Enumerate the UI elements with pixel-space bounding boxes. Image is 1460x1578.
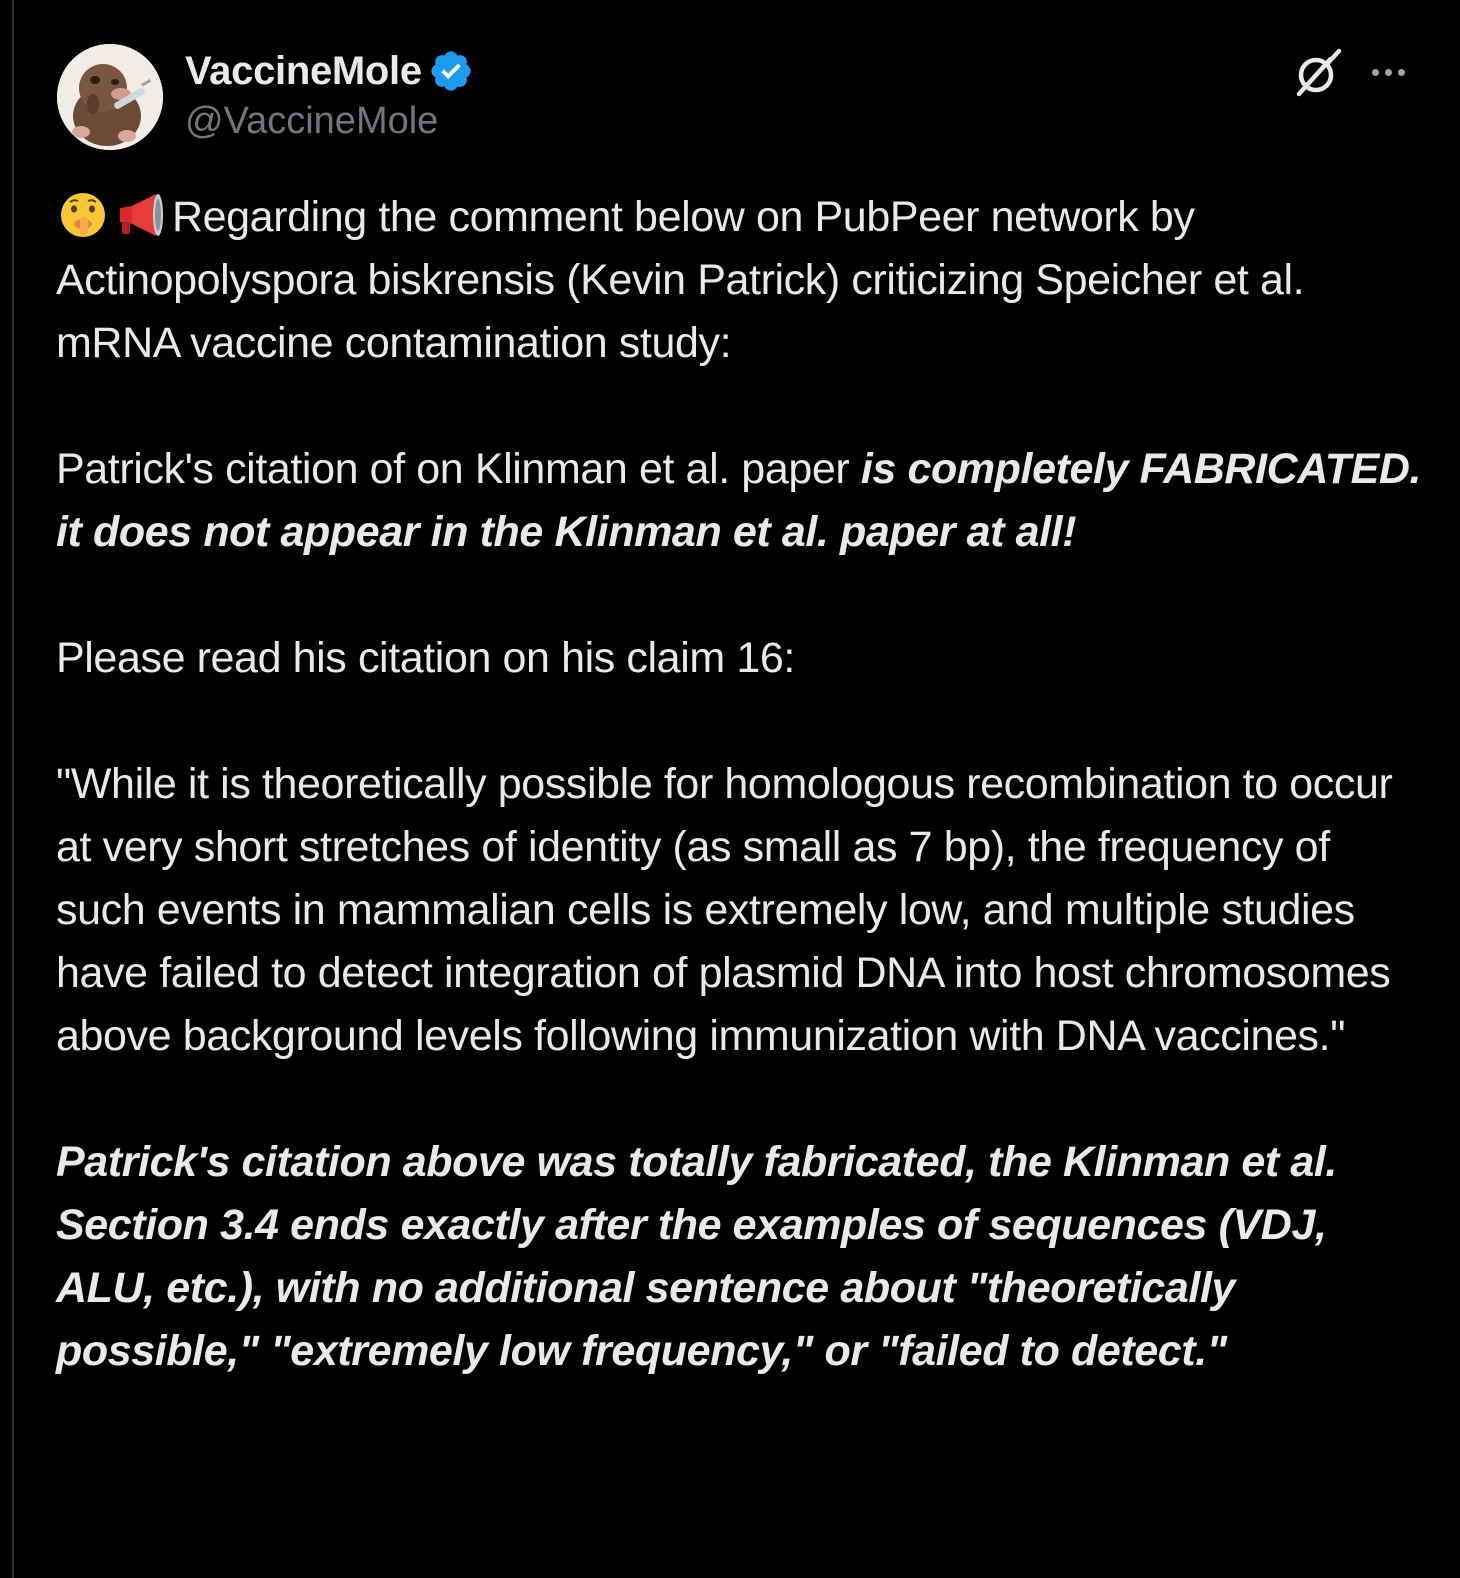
more-options-icon[interactable] [1363, 52, 1413, 92]
avatar[interactable] [57, 44, 163, 150]
paragraph-1-text: Regarding the comment below on PubPeer network by Actinopolyspora biskrensis (Kevin Patrick) criticizing Speicher et al. mRNA vaccine contamination study: [56, 193, 1305, 367]
tweet-paragraph-2 [56, 438, 1426, 564]
display-name-row [185, 46, 474, 96]
author-info [185, 46, 474, 143]
more-dot [1385, 69, 1392, 76]
shushing-face-emoji [56, 189, 110, 239]
loudspeaker-emoji [114, 189, 168, 239]
paragraph-2-emphasis: is completely FABRICATED. it does not appear in the Klinman et al. paper at all! [56, 445, 1422, 556]
tweet-paragraph-1 [56, 186, 1426, 375]
verified-badge-icon[interactable] [428, 48, 474, 94]
more-dot [1372, 69, 1379, 76]
tweet-paragraph-4: "While it is theoretically possible for homologous recombination to occur at very short stretches of identity (as small as 7 bp), the frequency of such events in mammalian cells is extremely low, and multiple studies have failed to detect integration of plasmid DNA into host chromosomes above background levels following immunization with DNA vaccines." [56, 760, 1393, 1060]
more-dot [1398, 69, 1405, 76]
author-handle[interactable]: @VaccineMole [185, 100, 439, 142]
timeline-divider [12, 0, 14, 1578]
grok-icon[interactable] [1291, 48, 1343, 100]
paragraph-2-text: Patrick's citation of on Klinman et al. paper [56, 445, 861, 493]
tweet-header [57, 44, 1427, 154]
tweet-text [56, 186, 1426, 1383]
author-display-name[interactable]: VaccineMole [185, 48, 422, 93]
tweet-paragraph-5: Patrick's citation above was totally fabricated, the Klinman et al. Section 3.4 ends exactly after the examples of sequences (VDJ, ALU, etc.), with no additional sentence about "theoretically possible," "extremely low frequency," or "failed to detect." [56, 1138, 1337, 1375]
tweet-paragraph-3: Please read his citation on his claim 16: [56, 634, 795, 682]
